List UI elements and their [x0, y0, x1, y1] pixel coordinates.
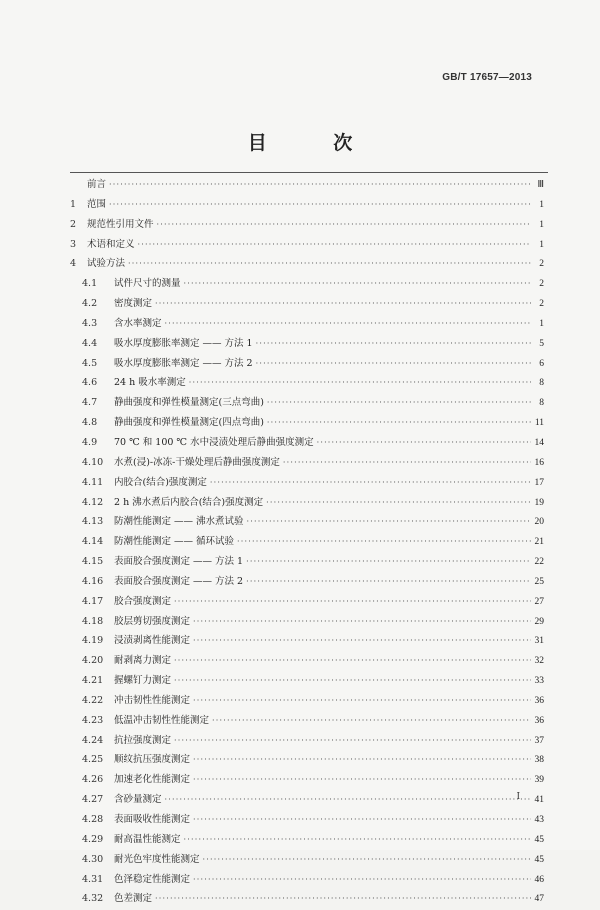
toc-entry-number: 4.20: [82, 655, 104, 667]
toc-entry-label: 浸渍剥离性能测定: [114, 635, 191, 647]
toc-entry-label: 密度测定: [114, 298, 153, 310]
toc-entry-number: 4.11: [82, 476, 104, 488]
toc-entry-number: 4.27: [82, 794, 104, 806]
dot-leader: [109, 175, 531, 195]
dot-leader: [256, 354, 531, 374]
toc-entry[interactable]: [70, 393, 544, 413]
toc-entry-label: 术语和定义: [87, 238, 135, 250]
toc-entry-label: 24 h 吸水率测定: [114, 377, 186, 389]
toc-entry-page: 20: [534, 517, 544, 528]
toc-entry-label: 范围: [87, 198, 107, 210]
toc-entry[interactable]: [70, 235, 544, 255]
toc-entry-page: 25: [534, 576, 544, 587]
dot-leader: [157, 215, 531, 235]
toc-entry-label: 表面吸收性能测定: [114, 814, 191, 825]
toc-entry[interactable]: [70, 294, 544, 314]
toc-entry-number: 4: [70, 258, 77, 270]
toc-entry-number: 4.24: [82, 734, 104, 746]
toc-entry[interactable]: [70, 453, 544, 473]
dot-leader: [138, 235, 531, 255]
toc-entry-page: 45: [534, 834, 544, 845]
dot-leader: [203, 850, 531, 870]
toc-entry-label: 胶层剪切强度测定: [114, 615, 191, 627]
toc-entry-number: 4.17: [82, 595, 104, 607]
dot-leader: [193, 631, 531, 651]
toc-entry-number: 4.30: [82, 853, 104, 865]
toc-entry-page: 1: [539, 318, 544, 329]
dot-leader: [247, 512, 531, 532]
toc-entry[interactable]: [70, 870, 544, 890]
toc-entry-label: 低温冲击韧性性能测定: [114, 714, 210, 726]
toc-entry-label: 试件尺寸的测量: [114, 278, 181, 290]
dot-leader: [155, 889, 531, 909]
toc-entry-number: 4.6: [82, 377, 98, 389]
toc-entry[interactable]: [70, 711, 544, 731]
toc-entry-number: 4.3: [82, 317, 98, 329]
toc-entry[interactable]: [70, 651, 544, 671]
dot-leader: [210, 473, 531, 493]
toc-entry-number: 4.29: [82, 833, 104, 845]
toc-entry-page: 37: [534, 735, 544, 746]
toc-entry-label: 2 h 沸水煮后内胶合(结合)强度测定: [114, 496, 264, 508]
dot-leader: [193, 612, 531, 632]
dot-leader: [193, 810, 531, 830]
toc-entry[interactable]: [70, 731, 544, 751]
dot-leader: [193, 770, 531, 790]
standard-code: GB/T 17657—2013: [442, 72, 532, 83]
toc-entry[interactable]: [70, 493, 544, 513]
dot-leader: [189, 373, 531, 393]
toc-entry-page: 43: [534, 815, 544, 825]
toc-entry-page: 36: [534, 715, 544, 726]
dot-leader: [193, 750, 531, 770]
toc-entry-number: 4.21: [82, 675, 104, 687]
toc-entry[interactable]: [70, 314, 544, 334]
toc-entry-page: 5: [539, 338, 544, 349]
dot-leader: [184, 274, 531, 294]
toc-entry-number: 4.8: [82, 417, 98, 429]
toc-entry[interactable]: [70, 810, 544, 830]
toc-entry-number: 1: [70, 198, 77, 210]
toc-entry-label: 冲击韧性性能测定: [114, 694, 191, 706]
toc-entry-number: 4.15: [82, 556, 104, 568]
toc-entry[interactable]: [70, 532, 544, 552]
toc-entry-number: 4.12: [82, 496, 104, 508]
toc-entry-page: 1: [539, 199, 544, 210]
toc-entry-page: 16: [534, 457, 544, 468]
toc-entry-page: 27: [534, 596, 544, 607]
toc-entry-number: 4.16: [82, 575, 104, 587]
toc-entry-label: 静曲强度和弹性模量测定(三点弯曲): [114, 397, 264, 409]
toc-entry-page: 41: [534, 795, 544, 806]
toc-entry-number: 3: [70, 238, 77, 250]
dot-leader: [317, 433, 531, 453]
dot-leader: [267, 413, 531, 433]
toc-entry-number: 4.32: [82, 893, 104, 905]
toc-entry[interactable]: [70, 413, 544, 433]
dot-leader: [266, 493, 531, 513]
page-title: 目 次: [247, 132, 383, 154]
toc-entry[interactable]: [70, 612, 544, 632]
toc-entry-label: 耐高温性能测定: [114, 833, 181, 845]
toc-entry[interactable]: [70, 473, 544, 493]
toc-entry-page: 45: [534, 854, 544, 865]
toc-entry[interactable]: [70, 254, 544, 274]
toc-entry[interactable]: [70, 850, 544, 870]
toc-entry-page: 29: [534, 616, 544, 627]
toc-entry[interactable]: [70, 512, 544, 532]
toc-entry-page: 46: [534, 874, 544, 885]
divider: [70, 172, 548, 173]
toc-entry-page: 32: [534, 656, 544, 667]
toc-entry-label: 表面胶合强度测定 —— 方法 1: [114, 556, 244, 568]
toc-entry[interactable]: [70, 750, 544, 770]
toc-entry[interactable]: [70, 334, 544, 354]
toc-entry-page: 14: [534, 437, 544, 448]
toc-entry-page: 21: [534, 537, 544, 548]
dot-leader: [256, 334, 531, 354]
toc-entry-number: 4.22: [82, 694, 104, 706]
dot-leader: [128, 254, 531, 274]
toc-entry[interactable]: [70, 572, 544, 592]
dot-leader: [174, 731, 531, 751]
toc-entry-label: 前言: [87, 179, 107, 190]
toc-entry[interactable]: [70, 631, 544, 651]
toc-entry[interactable]: [70, 175, 544, 195]
toc-entry-label: 含砂量测定: [114, 794, 162, 806]
dot-leader: [283, 453, 531, 473]
toc-entry-page: Ⅲ: [537, 180, 544, 190]
toc-entry-page: 36: [534, 695, 544, 706]
toc-entry-number: 2: [70, 218, 77, 230]
toc-entry-page: 1: [539, 239, 544, 250]
toc-entry-label: 抗拉强度测定: [114, 734, 172, 746]
toc-entry[interactable]: [70, 195, 544, 215]
toc-entry-number: 4.10: [82, 456, 104, 468]
dot-leader: [174, 592, 531, 612]
toc-entry-page: 6: [539, 358, 544, 369]
toc-entry-page: 47: [534, 894, 544, 905]
toc-entry-label: 加速老化性能测定: [114, 774, 191, 786]
dot-leader: [246, 572, 531, 592]
toc-entry-number: 4.2: [82, 298, 98, 310]
dot-leader: [174, 671, 531, 691]
dot-leader: [109, 195, 531, 215]
toc-entry[interactable]: [70, 790, 544, 810]
toc-entry-label: 70 ℃ 和 100 ℃ 水中浸渍处理后静曲强度测定: [114, 436, 314, 448]
toc-entry-page: 2: [539, 299, 544, 310]
toc-entry-number: 4.1: [82, 278, 98, 290]
toc-entry[interactable]: [70, 830, 544, 850]
toc-entry[interactable]: [70, 552, 544, 572]
toc-entry-number: 4.9: [82, 436, 98, 448]
toc-entry-label: 胶合强度测定: [114, 595, 172, 607]
toc-entry[interactable]: [70, 770, 544, 790]
toc-entry[interactable]: [70, 691, 544, 711]
toc-entry-number: 4.5: [82, 357, 98, 369]
toc-entry-label: 规范性引用文件: [87, 218, 154, 230]
toc-entry-page: 2: [539, 279, 544, 290]
toc-entry[interactable]: [70, 889, 544, 909]
toc-entry-page: 1: [539, 219, 544, 230]
page-number: I: [516, 792, 520, 802]
toc-entry-page: 17: [534, 477, 544, 488]
toc-entry-label: 试验方法: [87, 258, 126, 270]
dot-leader: [246, 552, 531, 572]
toc-entry-label: 水煮(浸)-冰冻-干燥处理后静曲强度测定: [114, 456, 280, 468]
toc-entry-label: 耐光色牢度性能测定: [114, 853, 200, 865]
toc-entry-page: 39: [534, 775, 544, 786]
toc-entry-label: 表面胶合强度测定 —— 方法 2: [114, 575, 244, 587]
toc-entry-label: 含水率测定: [114, 317, 162, 329]
toc-entry[interactable]: [70, 373, 544, 393]
dot-leader: [193, 691, 531, 711]
toc-entry-label: 色泽稳定性能测定: [114, 873, 191, 885]
toc-entry-number: 4.4: [82, 337, 98, 349]
toc-entry[interactable]: [70, 671, 544, 691]
toc-entry-label: 内胶合(结合)强度测定: [114, 476, 207, 488]
toc-entry[interactable]: [70, 354, 544, 374]
toc-entry-page: 11: [534, 418, 544, 429]
toc-entry-label: 握螺钉力测定: [114, 675, 172, 687]
toc-entry-page: 2: [539, 259, 544, 270]
dot-leader: [237, 532, 531, 552]
toc-entry-page: 19: [534, 497, 544, 508]
toc-entry[interactable]: [70, 215, 544, 235]
toc-entry-number: 4.26: [82, 774, 104, 786]
dot-leader: [184, 830, 531, 850]
toc-entry-number: 4.31: [82, 873, 104, 885]
toc-entry-page: 8: [539, 378, 544, 389]
toc-entry[interactable]: [70, 592, 544, 612]
toc-entry-label: 色差测定: [114, 893, 153, 905]
toc-entry-number: 4.18: [82, 615, 104, 627]
dot-leader: [165, 314, 531, 334]
dot-leader: [174, 651, 531, 671]
dot-leader: [155, 294, 531, 314]
toc-entry-label: 防潮性能测定 —— 沸水煮试验: [114, 516, 244, 528]
toc-entry-label: 耐剥离力测定: [114, 655, 172, 667]
toc-entry-number: 4.28: [82, 814, 104, 825]
dot-leader: [193, 870, 531, 890]
dot-leader: [165, 790, 531, 810]
toc-entry-number: 4.25: [82, 754, 104, 766]
dot-leader: [212, 711, 531, 731]
toc-entry-label: 防潮性能测定 —— 循环试验: [114, 536, 235, 548]
toc-entry-label: 吸水厚度膨胀率测定 —— 方法 2: [114, 357, 253, 369]
toc-entry-page: 38: [534, 755, 544, 766]
toc-entry-label: 吸水厚度膨胀率测定 —— 方法 1: [114, 337, 253, 349]
toc-entry-label: 顺纹抗压强度测定: [114, 754, 191, 766]
toc-entry-page: 33: [534, 676, 544, 687]
dot-leader: [267, 393, 531, 413]
toc-entry-number: 4.13: [82, 516, 104, 528]
table-of-contents: [70, 175, 544, 909]
toc-entry-label: 静曲强度和弹性模量测定(四点弯曲): [114, 417, 264, 429]
toc-entry-number: 4.14: [82, 536, 104, 548]
toc-entry-number: 4.19: [82, 635, 104, 647]
toc-entry[interactable]: [70, 433, 544, 453]
toc-entry-page: 22: [534, 557, 544, 568]
toc-entry[interactable]: [70, 274, 544, 294]
toc-entry-number: 4.23: [82, 714, 104, 726]
toc-entry-number: 4.7: [82, 397, 98, 409]
toc-entry-page: 31: [534, 636, 544, 647]
toc-entry-page: 8: [539, 398, 544, 409]
